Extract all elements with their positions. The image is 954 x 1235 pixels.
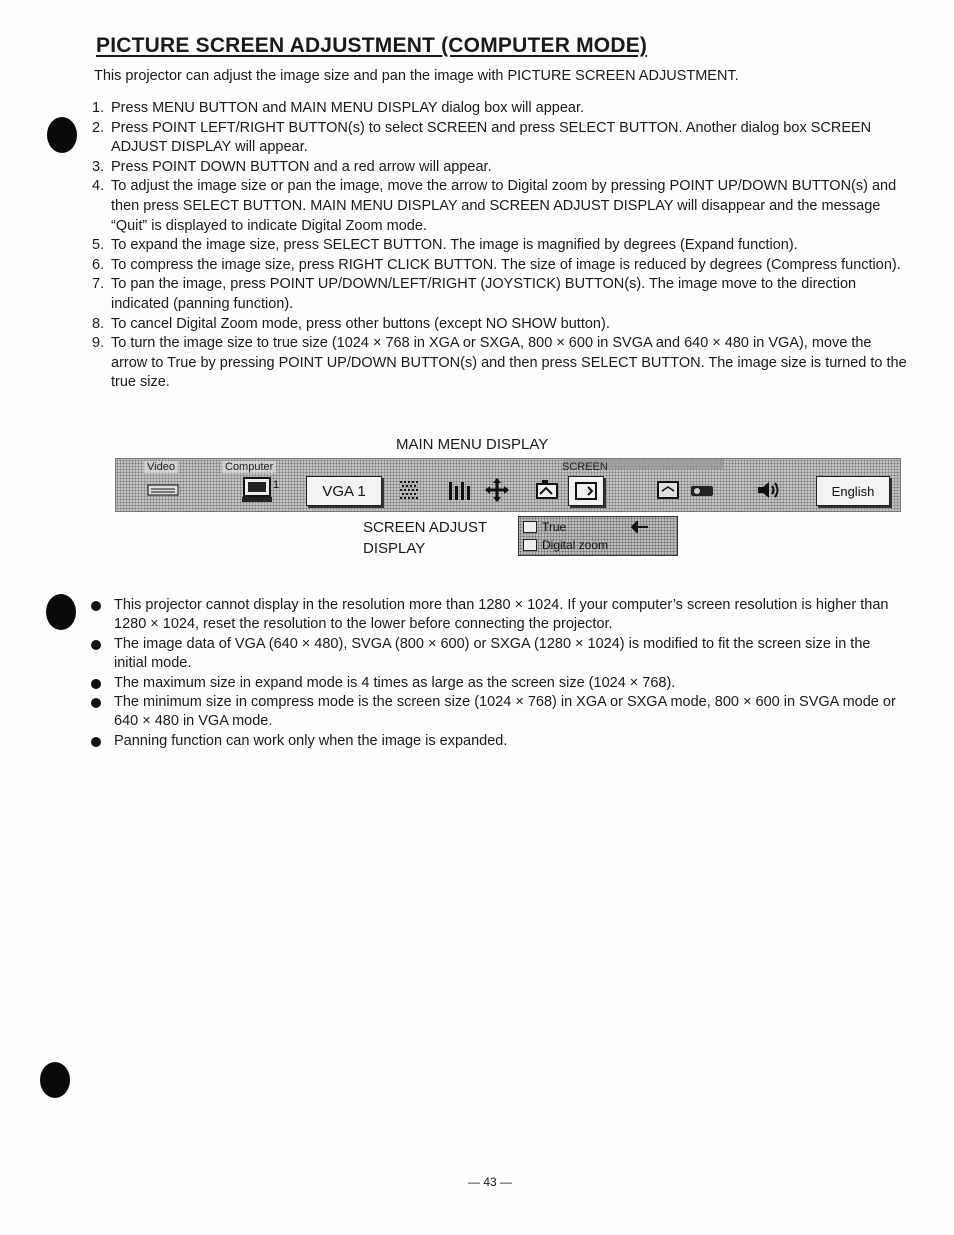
menu-item-digital-zoom[interactable] — [523, 537, 608, 553]
svg-text:1: 1 — [273, 479, 280, 491]
main-menu-display — [115, 458, 901, 512]
step-number: 6. — [92, 256, 105, 273]
step-number: 9. — [92, 335, 105, 352]
note-item — [88, 635, 904, 674]
keyboard-icon[interactable] — [146, 476, 180, 504]
step-number: 3. — [92, 158, 105, 175]
projector-icon[interactable] — [688, 476, 716, 504]
intro-text: This projector can adjust the image size and pan the image with PICTURE SCREEN ADJUSTMENT. — [94, 68, 739, 84]
step-text: To pan the image, press POINT UP/DOWN/LEFT/RIGHT (JOYSTICK) BUTTON(s). The image move to the direction indicated (panning function). — [111, 276, 857, 312]
red-arrow-icon — [631, 521, 649, 533]
computer-tab-label: Computer — [222, 461, 276, 473]
step-number: 4. — [92, 178, 105, 195]
menu-item-digital-zoom-label: Digital zoom — [542, 538, 609, 552]
step-list — [92, 99, 910, 393]
step-number: 2. — [92, 119, 105, 136]
note-item — [88, 732, 904, 751]
binder-hole-bottom — [40, 1062, 70, 1098]
step-text: To compress the image size, press RIGHT CLICK BUTTON. The size of image is reduced by degrees (Compress function). — [111, 256, 901, 273]
screen-icon[interactable] — [568, 476, 604, 506]
picture-icon[interactable] — [530, 476, 564, 504]
step-item — [92, 158, 910, 178]
sync-icon[interactable] — [392, 476, 426, 504]
step-text: Press POINT DOWN BUTTON and a red arrow will appear. — [111, 158, 492, 175]
step-item — [92, 315, 910, 335]
note-text: This projector cannot display in the resolution more than 1280 × 1024. If your computer’s screen resolution is higher than 1280 × 1024, reset the resolution to the lower before connecting the projector. — [114, 597, 889, 633]
speaker-icon[interactable] — [752, 476, 786, 504]
page-title: PICTURE SCREEN ADJUSTMENT (COMPUTER MODE) — [96, 34, 648, 57]
step-number: 8. — [92, 315, 105, 332]
note-text: Panning function can work only when the image is expanded. — [114, 732, 508, 749]
page-number: — 43 — — [467, 1175, 512, 1189]
note-item — [88, 693, 904, 732]
source-selector[interactable]: VGA 1 — [306, 476, 382, 506]
step-item — [92, 256, 910, 276]
language-selector[interactable]: English — [816, 476, 890, 506]
bars-icon[interactable] — [442, 476, 476, 504]
step-text: Press MENU BUTTON and MAIN MENU DISPLAY dialog box will appear. — [111, 100, 585, 116]
main-menu-caption: MAIN MENU DISPLAY — [396, 436, 549, 453]
step-text: To cancel Digital Zoom mode, press other buttons (except NO SHOW button). — [111, 315, 610, 332]
true-size-icon — [523, 521, 537, 533]
computer-icon[interactable] — [236, 476, 284, 504]
notes-list — [88, 596, 904, 751]
note-text: The minimum size in compress mode is the screen size (1024 × 768) in XGA or SXGA mode, 800 × 600 in SVGA mode or 640 × 480 in VGA mode. — [114, 694, 896, 730]
step-number: 1. — [92, 100, 105, 116]
bullet-icon — [91, 737, 101, 747]
menu-item-true-label: True — [542, 520, 567, 534]
binder-hole-middle — [46, 594, 76, 630]
bullet-icon — [91, 679, 101, 689]
step-item — [92, 99, 910, 119]
step-item — [92, 275, 910, 314]
step-item — [92, 177, 910, 236]
note-item — [88, 596, 904, 635]
bullet-icon — [91, 698, 101, 708]
screen-adjust-caption-line2: DISPLAY — [363, 539, 426, 557]
screen-tab-label: SCREEN — [562, 461, 608, 473]
step-text: Press POINT LEFT/RIGHT BUTTON(s) to select SCREEN and press SELECT BUTTON. Another dialog box SCREEN ADJUST DISPLAY will appear. — [111, 119, 872, 156]
screen-adjust-caption-line1: SCREEN ADJUST — [363, 519, 488, 536]
step-text: To adjust the image size or pan the image, move the arrow to Digital zoom by pressing POINT UP/DOWN BUTTON(s) and then press SELECT BUTTON. MAIN MENU DISPLAY and SCREEN ADJUST DISPLAY will disappear and the message “Quit” is displayed to indicate Digital Zoom mode. — [111, 178, 897, 234]
zoom-icon — [523, 539, 537, 551]
note-item — [88, 674, 904, 693]
screen-adjust-display — [518, 516, 678, 556]
position-icon[interactable] — [480, 476, 514, 504]
step-item — [92, 236, 910, 256]
bullet-icon — [91, 640, 101, 650]
binder-hole-top — [47, 117, 77, 153]
image-icon[interactable] — [652, 476, 686, 504]
menu-item-true[interactable] — [523, 519, 649, 535]
step-text: To expand the image size, press SELECT BUTTON. The image is magnified by degrees (Expand function). — [111, 237, 798, 254]
video-tab-label: Video — [144, 461, 178, 473]
step-text: To turn the image size to true size (1024 × 768 in XGA or SXGA, 800 × 600 in SVGA and 640 × 480 in VGA), move the arrow to True by pressing POINT UP/DOWN BUTTON(s) and then press SELECT BUTTON. The image size is turned to the true size. — [111, 335, 907, 391]
step-item — [92, 334, 910, 393]
step-item — [92, 119, 910, 158]
step-number: 5. — [92, 237, 105, 254]
note-text: The image data of VGA (640 × 480), SVGA (800 × 600) or SXGA (1280 × 1024) is modified to fit the screen size in the initial mode. — [114, 635, 871, 672]
screen-adjust-caption — [363, 518, 487, 559]
step-number: 7. — [92, 276, 105, 293]
note-text: The maximum size in expand mode is 4 times as large as the screen size (1024 × 768). — [114, 674, 676, 691]
bullet-icon — [91, 601, 101, 611]
